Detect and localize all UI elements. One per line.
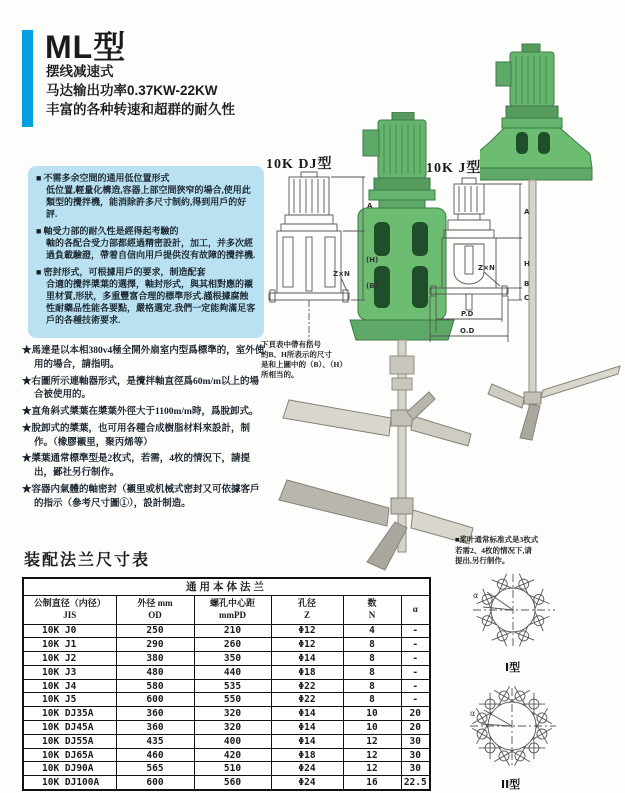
- j-model-label: 10K J型: [426, 161, 482, 176]
- star-note-text: 馬達是以本相380v4極全開外扇室内型爲標準的，室外使用的場合，請指明。: [31, 346, 265, 370]
- star-note: [22, 345, 266, 373]
- star-note-text: 右圖所示連軸器形式，是攪拌軸直徑爲60m/m以上的場合被使用的。: [31, 376, 259, 401]
- subtitle-line-2: 马达输出功率0.37KW-22KW: [46, 83, 218, 98]
- cell-od: 600: [116, 693, 194, 707]
- dj-dim-a: A: [367, 202, 373, 210]
- cell-alpha: 30: [401, 734, 430, 748]
- cell-alpha: -: [401, 652, 430, 666]
- cell-od: 360: [116, 721, 194, 735]
- subtitle-line-1: 摆线减速式: [46, 64, 114, 79]
- cell-n: 4: [343, 624, 401, 638]
- j-dim-c: C: [524, 294, 530, 302]
- star-note-text: 直角斜式槳葉在槳葉外徑大于1100m/m時，爲脫卸式。: [31, 407, 259, 418]
- cell-alpha: 20: [401, 707, 430, 721]
- col-header-alpha: α: [401, 595, 430, 624]
- table-row: [23, 624, 430, 638]
- feature-info-box: [28, 166, 264, 338]
- dj-model-label: 10K DJ型: [266, 157, 333, 172]
- cell-z: Φ14: [271, 707, 343, 721]
- star-icon: ★: [22, 423, 32, 434]
- cell-z: Φ22: [271, 693, 343, 707]
- star-note: [22, 376, 266, 404]
- cell-jis: 10K DJ45A: [23, 721, 116, 735]
- cell-pd: 440: [194, 665, 271, 679]
- type1-label: I型: [505, 661, 521, 674]
- cell-n: 8: [343, 693, 401, 707]
- cell-z: Φ14: [271, 721, 343, 735]
- feature-heading: 密封形式，可根據用戶的要求，制造配套: [43, 266, 206, 277]
- feature-bullet: [36, 267, 256, 327]
- cell-jis: 10K J5: [23, 693, 116, 707]
- cell-z: Φ18: [271, 665, 343, 679]
- cell-jis: 10K DJ90A: [23, 762, 116, 776]
- table-heading: 装配法兰尺寸表: [24, 552, 151, 569]
- page-subtitle: [46, 62, 235, 119]
- cell-n: 10: [343, 707, 401, 721]
- star-icon: ★: [22, 346, 32, 356]
- flange-diagram-type2: [448, 682, 583, 793]
- feature-bullet: [36, 226, 256, 262]
- cell-n: 8: [343, 638, 401, 652]
- star-note: [22, 484, 266, 512]
- cell-jis: 10K J2: [23, 652, 116, 666]
- cell-jis: 10K DJ65A: [23, 748, 116, 762]
- table-row: [23, 652, 430, 666]
- cell-z: Φ22: [271, 679, 343, 693]
- flange-diagram-type1: [453, 570, 578, 678]
- accent-bar: [22, 30, 33, 127]
- star-icon: ★: [22, 484, 32, 495]
- dj-dim-b: (B): [366, 282, 378, 290]
- cell-z: Φ24: [271, 762, 343, 776]
- cell-n: 8: [343, 679, 401, 693]
- table-row: [23, 748, 430, 762]
- table-row: [23, 679, 430, 693]
- cell-alpha: 30: [401, 748, 430, 762]
- cell-jis: 10K J0: [23, 624, 116, 638]
- cell-alpha: 30: [401, 762, 430, 776]
- square-bullet-icon: ■: [36, 266, 42, 277]
- feature-body: 合適的攪拌槳葉的選擇，軸封形式，與其相對應的襯里材質,形狀，多重豐富合理的標準形式.謹根據腐蝕性耐藥品性能各要點，嚴格選定.我們一定能夠滿足客戶的各種技術要求.: [46, 278, 256, 325]
- col-header-od: 外径 mm OD: [116, 595, 194, 624]
- flange-dimension-table: [22, 577, 431, 791]
- j-dim-a: A: [524, 208, 530, 216]
- square-bullet-icon: ■: [36, 225, 42, 236]
- alpha-angle-label-1: α: [473, 591, 479, 600]
- feature-heading: 不需多余空間的通用低位置形式: [43, 173, 170, 183]
- cell-od: 380: [116, 652, 194, 666]
- cell-od: 480: [116, 665, 194, 679]
- table-row: [23, 638, 430, 652]
- cell-od: 435: [116, 734, 194, 748]
- cell-od: 250: [116, 624, 194, 638]
- feature-heading: 軸受力部的耐久性是經得起考驗的: [43, 225, 179, 236]
- cell-n: 8: [343, 652, 401, 666]
- cell-n: 16: [343, 776, 401, 790]
- j-dimension-drawing: [422, 174, 540, 352]
- table-row: [23, 776, 430, 790]
- cell-z: Φ24: [271, 776, 343, 790]
- star-icon: ★: [22, 454, 32, 465]
- star-icon: ★: [22, 407, 32, 418]
- cell-pd: 510: [194, 762, 271, 776]
- star-note-text: 容器内氣體的軸密封（襯里或机械式密封又可依據客戶的指示（參考尺寸圖①），設計制造。: [31, 484, 260, 509]
- cell-alpha: -: [401, 624, 430, 638]
- square-bullet-icon: ■: [36, 173, 42, 183]
- col-header-n: 数 N: [343, 595, 401, 624]
- cell-alpha: -: [401, 693, 430, 707]
- star-note: [22, 406, 266, 420]
- cell-pd: 400: [194, 734, 271, 748]
- j-dim-h: H: [524, 260, 530, 268]
- dj-dim-zn: Z×N: [333, 270, 350, 278]
- table-row: [23, 693, 430, 707]
- cell-pd: 560: [194, 776, 271, 790]
- type2-label: II型: [501, 778, 521, 791]
- cell-n: 12: [343, 762, 401, 776]
- col-header-jis: 公制直径（内径） JIS: [23, 595, 116, 624]
- j-dim-od: O.D: [460, 327, 475, 335]
- table-group-header: 通用本体法兰: [23, 578, 430, 595]
- cell-pd: 550: [194, 693, 271, 707]
- j-dim-pd: P.D: [461, 310, 474, 318]
- table-row: [23, 721, 430, 735]
- cell-z: Φ14: [271, 734, 343, 748]
- bracket-dimension-note: 下頁表中帶有括号 的B、H所表示的尺寸 是和上圖中的（B）、（H） 所相当的。: [261, 340, 347, 380]
- dj-dimension-drawing: [263, 170, 385, 348]
- cell-od: 360: [116, 707, 194, 721]
- cell-n: 10: [343, 721, 401, 735]
- cell-od: 460: [116, 748, 194, 762]
- table-row: [23, 665, 430, 679]
- cell-n: 12: [343, 748, 401, 762]
- cell-od: 290: [116, 638, 194, 652]
- cell-jis: 10K J4: [23, 679, 116, 693]
- star-note-text: 槳葉通常標準型是2枚式，若需，4枚的情況下，請提出，鄙社另行制作。: [31, 454, 251, 479]
- table-row: [23, 707, 430, 721]
- cell-z: Φ14: [271, 652, 343, 666]
- alpha-angle-label-2: α: [470, 709, 476, 718]
- cell-z: Φ12: [271, 624, 343, 638]
- cell-z: Φ12: [271, 638, 343, 652]
- cell-jis: 10K DJ35A: [23, 707, 116, 721]
- cell-alpha: -: [401, 665, 430, 679]
- feature-body: 軸的各配合受力部都經過精密設計，加工，并多次經過負載驗證，帶着自信向用戶提供沒有故障的攪拌機.: [46, 237, 256, 260]
- cell-alpha: -: [401, 638, 430, 652]
- cell-alpha: 20: [401, 721, 430, 735]
- cell-alpha: 22.5: [401, 776, 430, 790]
- cell-od: 600: [116, 776, 194, 790]
- feature-body: 低位置,輕量化構造,容器上部空間狹窄的場合,使用此類型的攪拌機，能消除許多尺寸制約,得到用戶的好評.: [46, 184, 251, 219]
- feature-bullet: [36, 173, 256, 221]
- col-header-pd: 螺孔中心距 mmPD: [194, 595, 271, 624]
- blade-count-note: ■桨叶通常标准式是3枚式 若需2、4枚的情况下,请 提出,另行制作。: [455, 535, 539, 565]
- subtitle-line-3: 丰富的各种转速和超群的耐久性: [46, 102, 235, 117]
- star-notes-list: [22, 345, 266, 514]
- cell-n: 8: [343, 665, 401, 679]
- star-note-text: 脫卸式的槳葉，也可用各種合成樹脂材料來設計，制作。（橡膠襯里，聚丙烯等）: [31, 423, 251, 448]
- cell-pd: 320: [194, 707, 271, 721]
- star-note: [22, 453, 266, 481]
- cell-pd: 260: [194, 638, 271, 652]
- cell-pd: 320: [194, 721, 271, 735]
- cell-pd: 210: [194, 624, 271, 638]
- dj-dim-h: (H): [366, 256, 379, 264]
- cell-jis: 10K DJ100A: [23, 776, 116, 790]
- star-icon: ★: [22, 376, 32, 387]
- cell-od: 580: [116, 679, 194, 693]
- j-dim-b: B: [524, 280, 530, 288]
- page-title: ML型: [45, 29, 127, 65]
- cell-pd: 420: [194, 748, 271, 762]
- table-row: [23, 734, 430, 748]
- cell-pd: 535: [194, 679, 271, 693]
- j-dim-zn: Z×N: [478, 264, 495, 272]
- cell-pd: 350: [194, 652, 271, 666]
- cell-n: 12: [343, 734, 401, 748]
- star-note: [22, 423, 266, 451]
- cell-od: 565: [116, 762, 194, 776]
- cell-jis: 10K J3: [23, 665, 116, 679]
- cell-z: Φ18: [271, 748, 343, 762]
- col-header-z: 孔径 Z: [271, 595, 343, 624]
- cell-jis: 10K DJ55A: [23, 734, 116, 748]
- cell-alpha: -: [401, 679, 430, 693]
- table-row: [23, 762, 430, 776]
- cell-jis: 10K J1: [23, 638, 116, 652]
